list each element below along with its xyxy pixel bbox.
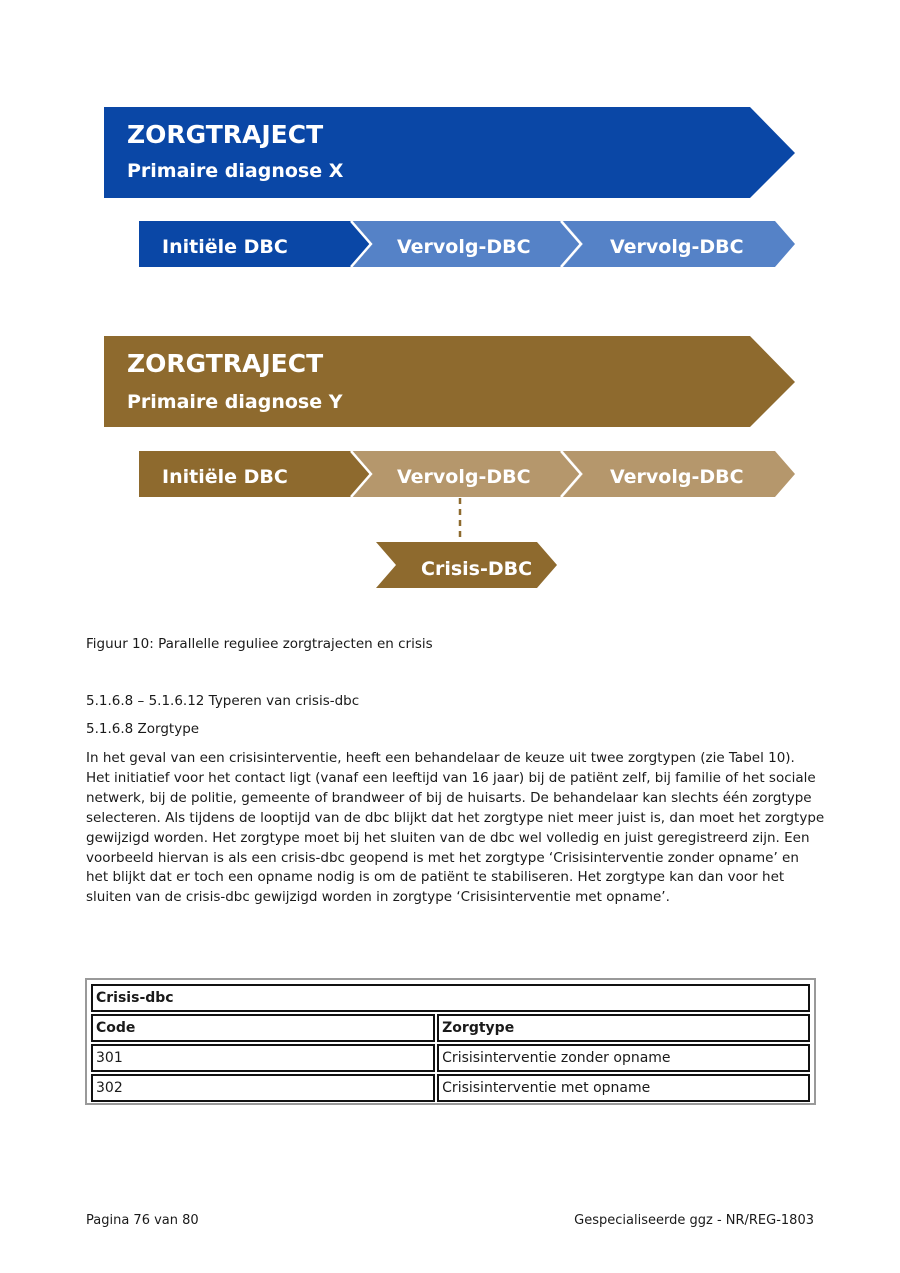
table-title: Crisis-dbc [91,984,810,1012]
crisis-dbc-label: Crisis-DBC [421,558,533,580]
track-y-step-2-label: Vervolg-DBC [397,466,531,488]
column-header-zorgtype: Zorgtype [437,1014,810,1042]
cell-code: 301 [91,1044,435,1072]
zorgtraject-diagram [0,0,900,600]
body-line: voorbeeld hiervan is als een crisis-dbc geopend is met het zorgtype ‘Crisisinterventie zonder opname’ en [86,849,799,866]
page-number: Pagina 76 van 80 [86,1213,199,1228]
document-reference: Gespecialiseerde ggz - NR/REG-1803 [574,1213,814,1228]
body-line: het blijkt dat er toch een opname nodig is om de patiënt te stabiliseren. Het zorgtype kan dan voor het [86,869,785,886]
table-row [91,1074,810,1102]
figure-caption: Figuur 10: Parallelle reguliee zorgtrajecten en crisis [86,636,433,652]
track-x-subtitle: Primaire diagnose X [127,160,344,182]
track-y-step-3-label: Vervolg-DBC [610,466,744,488]
table-header-row [91,1014,810,1042]
column-header-code: Code [91,1014,435,1042]
track-y [104,336,795,588]
track-x-step-3-label: Vervolg-DBC [610,236,744,258]
cell-zorgtype: Crisisinterventie met opname [437,1074,810,1102]
cell-code: 302 [91,1074,435,1102]
cell-zorgtype: Crisisinterventie zonder opname [437,1044,810,1072]
body-paragraph [86,749,826,908]
subsection-heading: 5.1.6.8 Zorgtype [86,721,200,737]
body-line: netwerk, bij de politie, gemeente of brandweer of bij de huisarts. De behandelaar kan slechts één zorgtype [86,789,812,806]
body-line: Het initiatief voor het contact ligt (vanaf een leeftijd van 16 jaar) bij de patiënt zelf, bij familie of het sociale [86,769,816,786]
body-line: gewijzigd worden. Het zorgtype moet bij het sluiten van de dbc wel volledig en juist geregistreerd zijn. Een [86,829,810,846]
track-x [104,107,795,267]
body-line: In het geval van een crisisinterventie, heeft een behandelaar de keuze uit twee zorgtypen (zie Tabel 10). [86,750,795,766]
table-row [91,1044,810,1072]
table-title-row [91,984,810,1012]
track-x-title: ZORGTRAJECT [127,120,324,149]
track-x-step-2-label: Vervolg-DBC [397,236,531,258]
section-heading: 5.1.6.8 – 5.1.6.12 Typeren van crisis-dbc [86,693,360,709]
track-y-title: ZORGTRAJECT [127,349,324,378]
body-line: sluiten van de crisis-dbc gewijzigd worden in zorgtype ‘Crisisinterventie met opname’. [86,889,670,906]
body-line: selecteren. Als tijdens de looptijd van de dbc blijkt dat het zorgtype niet meer juist is, dan moet het zorgtype [86,809,825,826]
crisis-dbc-table [85,978,816,1105]
track-y-step-1-label: Initiële DBC [162,466,288,488]
track-x-step-1-label: Initiële DBC [162,236,288,258]
track-y-subtitle: Primaire diagnose Y [127,391,343,413]
